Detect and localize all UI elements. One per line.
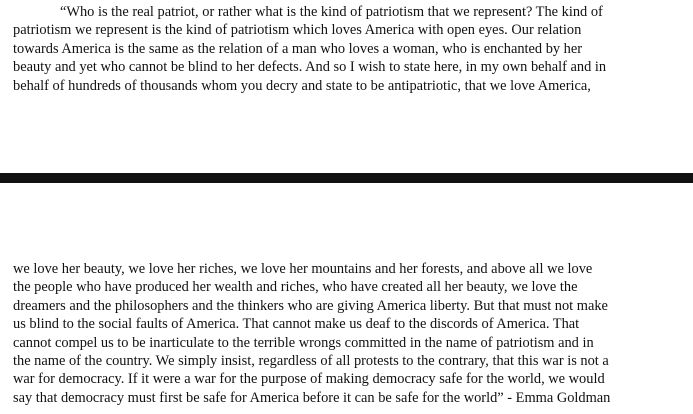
- text-line: cannot compel us to be inarticulate to the terrible wrongs committed in the name of patriotism and in: [13, 334, 594, 351]
- quote-paragraph-top: [13, 3, 681, 95]
- text-line: behalf of hundreds of thousands whom you decry and state to be antipatriotic, that we love America,: [13, 77, 591, 94]
- text-line: “Who is the real patriot, or rather what is the kind of patriotism that we represent? The kind of: [60, 4, 603, 20]
- quote-paragraph-bottom: [13, 260, 681, 407]
- text-line: we love her beauty, we love her riches, we love her mountains and her forests, and above all we love: [13, 261, 593, 277]
- text-line: towards America is the same as the relation of a man who loves a woman, who is enchanted by her: [13, 40, 583, 57]
- text-line: war for democracy. If it were a war for the purpose of making democracy safe for the world, we would: [13, 371, 605, 388]
- horizontal-divider-bar: [0, 173, 693, 183]
- text-line: the people who have produced her wealth and riches, who have created all her beauty, we love the: [13, 279, 578, 296]
- text-line: beauty and yet who cannot be blind to her defects. And so I wish to state here, in my own behalf and in: [13, 59, 607, 76]
- text-line: patriotism we represent is the kind of patriotism which loves America with open eyes. Our relation: [13, 22, 582, 39]
- text-line: the name of the country. We simply insist, regardless of all protests to the contrary, that this war is not a: [13, 352, 609, 369]
- text-line: say that democracy must first be safe for America before it can be safe for the world” - Emma Goldman: [13, 389, 611, 406]
- text-line: dreamers and the philosophers and the thinkers who are giving America liberty. But that must not make: [13, 297, 608, 314]
- text-line: us blind to the social faults of America. That cannot make us deaf to the discords of America. That: [13, 316, 580, 333]
